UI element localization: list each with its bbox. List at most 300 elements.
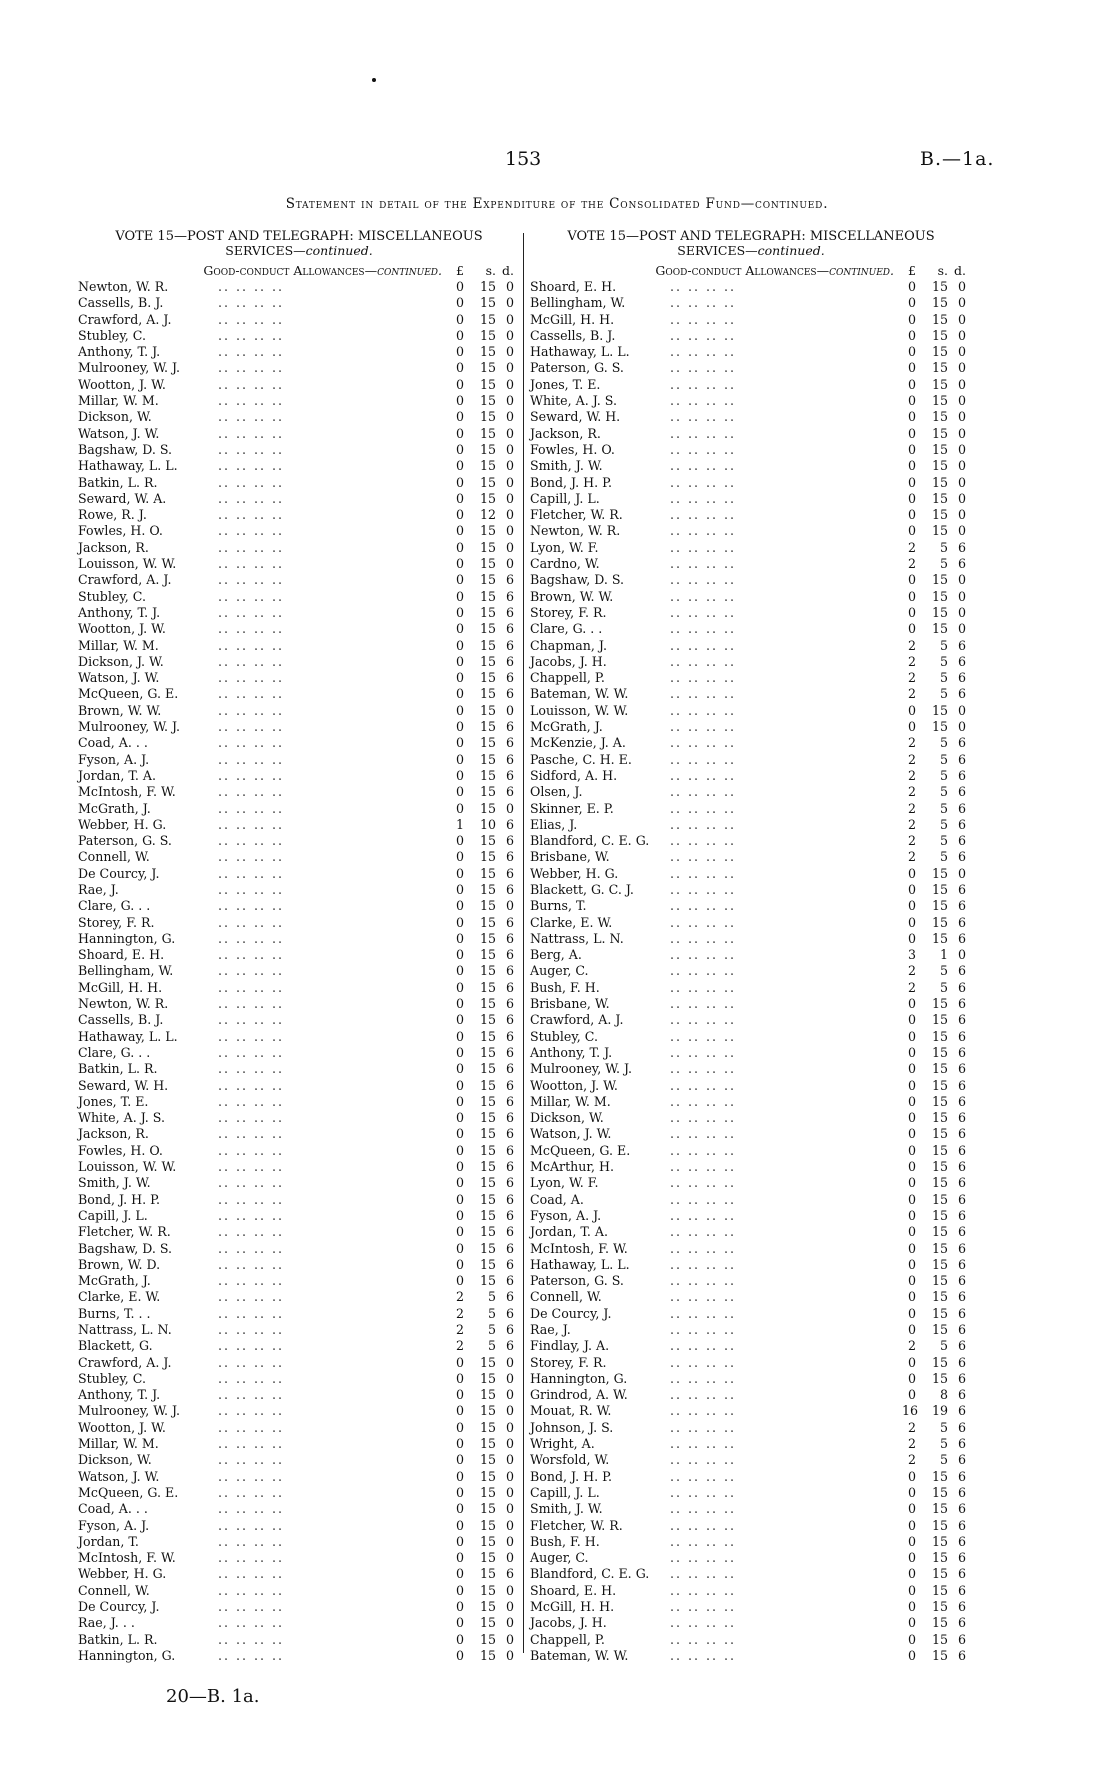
table-row [78,1436,520,1452]
table-row [530,1273,972,1289]
shillings-value: 15 [479,914,496,930]
table-row [530,963,972,979]
shillings-value: 15 [931,604,948,620]
table-row [530,719,972,735]
table-row [78,996,520,1012]
person-name: Jackson, R. [530,425,601,441]
vote-heading [530,230,972,258]
leader-dots: .. .. .. .. [218,1370,285,1386]
table-row [78,1012,520,1028]
pounds-value: 2 [907,979,916,995]
shillings-value: 15 [479,327,496,343]
leader-dots: .. .. .. .. [218,637,285,653]
table-row [78,442,520,458]
shillings-value: 5 [939,735,948,751]
person-name: Brisbane, W. [530,849,610,865]
table-row [78,344,520,360]
table-row [78,1338,520,1354]
shillings-value: 15 [931,1370,948,1386]
pounds-value: 0 [907,393,916,409]
shillings-value: 8 [939,1387,948,1403]
person-name: Millar, W. M. [78,393,159,409]
person-name: Dickson, W. [78,409,152,425]
table-row [530,1485,972,1501]
pence-value: 6 [505,784,514,800]
table-row [530,556,972,572]
shillings-value: 15 [479,898,496,914]
person-name: Wootton, J. W. [78,376,166,392]
leader-dots: .. .. .. .. [218,556,285,572]
leader-dots: .. .. .. .. [670,1012,737,1028]
shillings-value: 15 [479,1093,496,1109]
table-row [78,1224,520,1240]
person-name: Auger, C. [530,1550,589,1566]
pence-value: 0 [505,393,514,409]
table-row [530,833,972,849]
shillings-value: 15 [479,425,496,441]
shillings-value: 5 [939,539,948,555]
pence-value: 6 [505,1126,514,1142]
pence-value: 6 [505,1028,514,1044]
table-row [530,1371,972,1387]
person-name: Bagshaw, D. S. [530,572,625,588]
leader-dots: .. .. .. .. [218,1338,285,1354]
shillings-value: 5 [939,1419,948,1435]
person-name: Connell, W. [78,1582,150,1598]
pounds-value: 3 [907,947,916,963]
person-name: Bagshaw, D. S. [78,441,173,457]
pence-value: 6 [957,686,966,702]
print-speck [372,78,376,82]
pounds-value: 0 [455,1028,464,1044]
pence-value: 6 [957,1159,966,1175]
pence-value: 6 [505,686,514,702]
leader-dots: .. .. .. .. [218,1501,285,1517]
leader-dots: .. .. .. .. [218,1305,285,1321]
shillings-value: 15 [931,572,948,588]
pounds-value: 0 [455,751,464,767]
pounds-value: 0 [455,963,464,979]
leader-dots: .. .. .. .. [670,653,737,669]
pounds-value: 0 [907,1061,916,1077]
pounds-value: 0 [907,1305,916,1321]
pence-value: 6 [505,1322,514,1337]
pence-value: 6 [505,1142,514,1158]
table-row [78,572,520,588]
pounds-value: 0 [455,1566,464,1582]
shillings-value: 15 [931,490,948,506]
person-name: Auger, C. [530,963,589,979]
leader-dots: .. .. .. .. [670,1224,737,1240]
signature-mark: 20—B. 1a. [166,1686,260,1707]
leader-dots: .. .. .. .. [218,588,285,604]
pounds-value: 2 [907,637,916,653]
pounds-value: 2 [907,816,916,832]
pounds-value: 0 [907,474,916,490]
shillings-value: 15 [479,1159,496,1175]
pounds-value: 0 [455,979,464,995]
pounds-value: 0 [455,1631,464,1647]
person-name: Bush, F. H. [530,1533,600,1549]
pence-value: 6 [505,767,514,783]
person-name: Jones, T. E. [530,376,601,392]
person-name: Findlay, J. A. [530,1338,610,1354]
shillings-value: 15 [479,556,496,572]
person-name: Webber, H. G. [78,816,167,832]
pence-value: 0 [505,898,514,914]
table-row [530,1338,972,1354]
table-row [78,963,520,979]
person-name: Batkin, L. R. [78,474,158,490]
leader-dots: .. .. .. .. [670,1468,737,1484]
table-row [78,540,520,556]
person-name: Wootton, J. W. [78,621,166,637]
pence-value: 6 [957,1354,966,1370]
leader-dots: .. .. .. .. [670,833,737,849]
pence-value: 6 [505,1044,514,1060]
leader-dots: .. .. .. .. [218,849,285,865]
leader-dots: .. .. .. .. [670,409,737,425]
table-row [78,426,520,442]
person-name: Watson, J. W. [78,670,160,686]
person-name: Seward, W. H. [78,1077,169,1093]
person-name: Jacobs, J. H. [530,653,607,669]
table-row [78,328,520,344]
shillings-value: 5 [487,1322,496,1337]
person-name: Jordan, T. [78,1533,139,1549]
pounds-value: 0 [455,1599,464,1615]
leader-dots: .. .. .. .. [218,735,285,751]
pounds-value: 0 [455,947,464,963]
vote-heading-sub: SERVICES—continued. [225,243,373,258]
leader-dots: .. .. .. .. [218,1631,285,1647]
pounds-value: 0 [907,490,916,506]
leader-dots: .. .. .. .. [218,1582,285,1598]
table-row [530,915,972,931]
table-row [530,360,972,376]
shillings-value: 15 [931,1110,948,1126]
shillings-value: 15 [479,393,496,409]
pounds-value: 0 [455,360,464,376]
shillings-value: 19 [931,1403,948,1419]
leader-dots: .. .. .. .. [670,1517,737,1533]
pounds-value: 0 [907,1370,916,1386]
pence-value: 0 [505,1370,514,1386]
pounds-value: 2 [907,849,916,865]
shillings-value: 15 [479,490,496,506]
vote-heading-main: VOTE 15—POST AND TELEGRAPH: MISCELLANEOUS [567,229,935,244]
shillings-value: 15 [931,344,948,360]
pounds-value: 0 [455,311,464,327]
person-name: McGill, H. H. [530,311,615,327]
leader-dots: .. .. .. .. [218,1159,285,1175]
person-name: Hathaway, L. L. [530,1256,630,1272]
pence-value: 6 [957,1191,966,1207]
shillings-value: 15 [479,1142,496,1158]
pence-value: 6 [957,1126,966,1142]
leader-dots: .. .. .. .. [670,279,737,294]
leader-dots: .. .. .. .. [670,1533,737,1549]
shillings-value: 1 [939,947,948,963]
shillings-value: 15 [479,458,496,474]
table-row [530,605,972,621]
leader-dots: .. .. .. .. [218,979,285,995]
person-name: Hannington, G. [78,1647,176,1663]
pence-value: 6 [957,1305,966,1321]
pounds-value: 0 [455,1175,464,1191]
table-row [530,1452,972,1468]
person-name: Seward, W. H. [530,409,621,425]
leader-dots: .. .. .. .. [670,360,737,376]
pounds-value: 0 [455,572,464,588]
person-name: Blackett, G. C. J. [530,881,634,897]
shillings-value: 15 [931,279,948,294]
table-row [78,605,520,621]
pence-value: 0 [505,425,514,441]
shillings-value: 15 [931,898,948,914]
person-name: McGrath, J. [530,719,603,735]
pounds-value: 0 [455,767,464,783]
shillings-value: 15 [479,1175,496,1191]
shillings-value: 15 [931,1582,948,1598]
shillings-value: 15 [931,1256,948,1272]
table-row [530,866,972,882]
pounds-value: 0 [907,1175,916,1191]
table-row [530,817,972,833]
table-row [78,1192,520,1208]
table-row [78,931,520,947]
person-name: Jordan, T. A. [78,767,156,783]
pounds-value: 0 [907,295,916,311]
pence-value: 0 [957,409,966,425]
table-row [78,377,520,393]
shillings-value: 15 [931,588,948,604]
person-name: Blandford, C. E. G. [530,833,650,849]
shillings-value: 15 [479,360,496,376]
shillings-value: 15 [479,979,496,995]
person-name: Millar, W. M. [78,637,159,653]
shillings-value: 15 [479,751,496,767]
person-name: Anthony, T. J. [78,344,161,360]
person-name: Rae, J. [78,881,119,897]
table-row [78,475,520,491]
leader-dots: .. .. .. .. [670,1484,737,1500]
pence-value: 0 [957,507,966,523]
pence-value: 6 [505,1207,514,1223]
table-row [530,1289,972,1305]
pounds-value: 0 [907,1550,916,1566]
pounds-value: 2 [907,1436,916,1452]
leader-dots: .. .. .. .. [218,1012,285,1028]
pounds-value: 0 [907,1142,916,1158]
person-name: Mulrooney, W. J. [78,1403,181,1419]
pounds-value: 0 [455,653,464,669]
leader-dots: .. .. .. .. [670,621,737,637]
pounds-value: 0 [907,702,916,718]
leader-dots: .. .. .. .. [218,458,285,474]
pence-value: 6 [505,881,514,897]
leader-dots: .. .. .. .. [670,1582,737,1598]
shillings-value: 12 [479,507,496,523]
pounds-value: 0 [455,914,464,930]
person-name: Sidford, A. H. [530,767,618,783]
shillings-value: 15 [931,507,948,523]
pence-value: 0 [505,1533,514,1549]
pence-value: 6 [505,849,514,865]
person-name: Newton, W. R. [78,279,169,294]
person-name: Chapman, J. [530,637,607,653]
pounds-value: 0 [907,344,916,360]
shillings-value: 5 [939,637,948,653]
shillings-value: 10 [479,816,496,832]
table-row [530,1241,972,1257]
pounds-value: 0 [455,1240,464,1256]
pounds-header: £ [456,263,464,278]
pence-value: 0 [505,376,514,392]
table-row [78,1566,520,1582]
table-row [78,768,520,784]
table-row [530,670,972,686]
pence-value: 6 [957,1615,966,1631]
leader-dots: .. .. .. .. [670,1028,737,1044]
pence-value: 6 [957,1387,966,1403]
leader-dots: .. .. .. .. [670,523,737,539]
pounds-value: 0 [455,1256,464,1272]
shillings-value: 15 [479,1387,496,1403]
pounds-value: 0 [455,604,464,620]
person-name: Chappell, P. [530,1631,605,1647]
shillings-value: 15 [479,1028,496,1044]
pounds-value: 0 [455,849,464,865]
shillings-value: 5 [939,751,948,767]
person-name: Dickson, W. [78,1452,152,1468]
pounds-value: 1 [455,816,464,832]
table-row [78,882,520,898]
person-name: Wootton, J. W. [78,1419,166,1435]
person-name: Bellingham, W. [78,963,174,979]
pence-value: 6 [957,767,966,783]
person-name: Nattrass, L. N. [530,930,624,946]
shillings-value: 15 [931,881,948,897]
person-name: Storey, F. R. [78,914,155,930]
shillings-value: 15 [479,1599,496,1615]
shillings-value: 15 [931,1484,948,1500]
table-row [530,1257,972,1273]
leader-dots: .. .. .. .. [670,865,737,881]
shillings-value: 15 [931,327,948,343]
pence-value: 6 [505,1110,514,1126]
pence-value: 0 [957,311,966,327]
shillings-value: 15 [479,523,496,539]
shillings-value: 15 [931,523,948,539]
table-row [78,556,520,572]
leader-dots: .. .. .. .. [218,947,285,963]
person-name: Chappell, P. [530,670,605,686]
person-name: Smith, J. W. [530,1501,603,1517]
leader-dots: .. .. .. .. [670,1207,737,1223]
shillings-value: 15 [479,1077,496,1093]
leader-dots: .. .. .. .. [218,523,285,539]
pounds-value: 0 [455,344,464,360]
leader-dots: .. .. .. .. [218,1533,285,1549]
shillings-value: 15 [479,1484,496,1500]
shillings-value: 15 [479,409,496,425]
shillings-value: 5 [939,849,948,865]
person-name: Newton, W. R. [530,523,621,539]
pence-value: 6 [957,1061,966,1077]
pounds-value: 0 [907,1582,916,1598]
person-name: Shoard, E. H. [530,1582,617,1598]
pounds-value: 2 [907,539,916,555]
person-name: Clarke, E. W. [530,914,613,930]
pence-value: 6 [957,1647,966,1663]
shillings-value: 15 [931,1305,948,1321]
person-name: Blandford, C. E. G. [530,1566,650,1582]
person-name: McIntosh, F. W. [78,784,176,800]
leader-dots: .. .. .. .. [670,458,737,474]
pence-value: 0 [505,1631,514,1647]
leader-dots: .. .. .. .. [218,490,285,506]
pence-value: 0 [957,947,966,963]
table-row [530,898,972,914]
pence-value: 6 [505,1159,514,1175]
pence-value: 0 [957,425,966,441]
pence-value: 6 [505,670,514,686]
leader-dots: .. .. .. .. [670,1631,737,1647]
leader-dots: .. .. .. .. [670,1191,737,1207]
pounds-value: 0 [455,1207,464,1223]
pence-value: 6 [505,719,514,735]
leader-dots: .. .. .. .. [218,1419,285,1435]
pounds-value: 0 [907,507,916,523]
shillings-value: 15 [931,1566,948,1582]
person-name: White, A. J. S. [78,1110,165,1126]
pounds-value: 2 [907,963,916,979]
pence-value: 0 [505,1550,514,1566]
shillings-value: 15 [479,1550,496,1566]
leader-dots: .. .. .. .. [670,751,737,767]
shillings-value: 15 [479,849,496,865]
leader-dots: .. .. .. .. [670,735,737,751]
person-name: Anthony, T. J. [78,1387,161,1403]
pence-value: 6 [957,898,966,914]
pence-value: 6 [957,1631,966,1647]
pence-value: 6 [957,637,966,653]
leader-dots: .. .. .. .. [670,490,737,506]
person-name: McGill, H. H. [530,1599,615,1615]
pence-value: 0 [505,344,514,360]
leader-dots: .. .. .. .. [218,816,285,832]
leader-dots: .. .. .. .. [670,914,737,930]
pence-value: 6 [957,1224,966,1240]
shillings-value: 5 [939,653,948,669]
shillings-value: 15 [931,1093,948,1109]
person-name: Fletcher, W. R. [78,1224,171,1240]
pounds-value: 0 [907,1517,916,1533]
table-row [78,752,520,768]
table-row [78,360,520,376]
leader-dots: .. .. .. .. [218,1322,285,1337]
person-name: Fowles, H. O. [78,523,163,539]
pence-value: 6 [957,1028,966,1044]
shillings-value: 15 [479,686,496,702]
leader-dots: .. .. .. .. [670,1370,737,1386]
table-row [530,1387,972,1403]
table-row [530,1518,972,1534]
leader-dots: .. .. .. .. [218,1207,285,1223]
shillings-value: 15 [479,881,496,897]
leader-dots: .. .. .. .. [218,376,285,392]
